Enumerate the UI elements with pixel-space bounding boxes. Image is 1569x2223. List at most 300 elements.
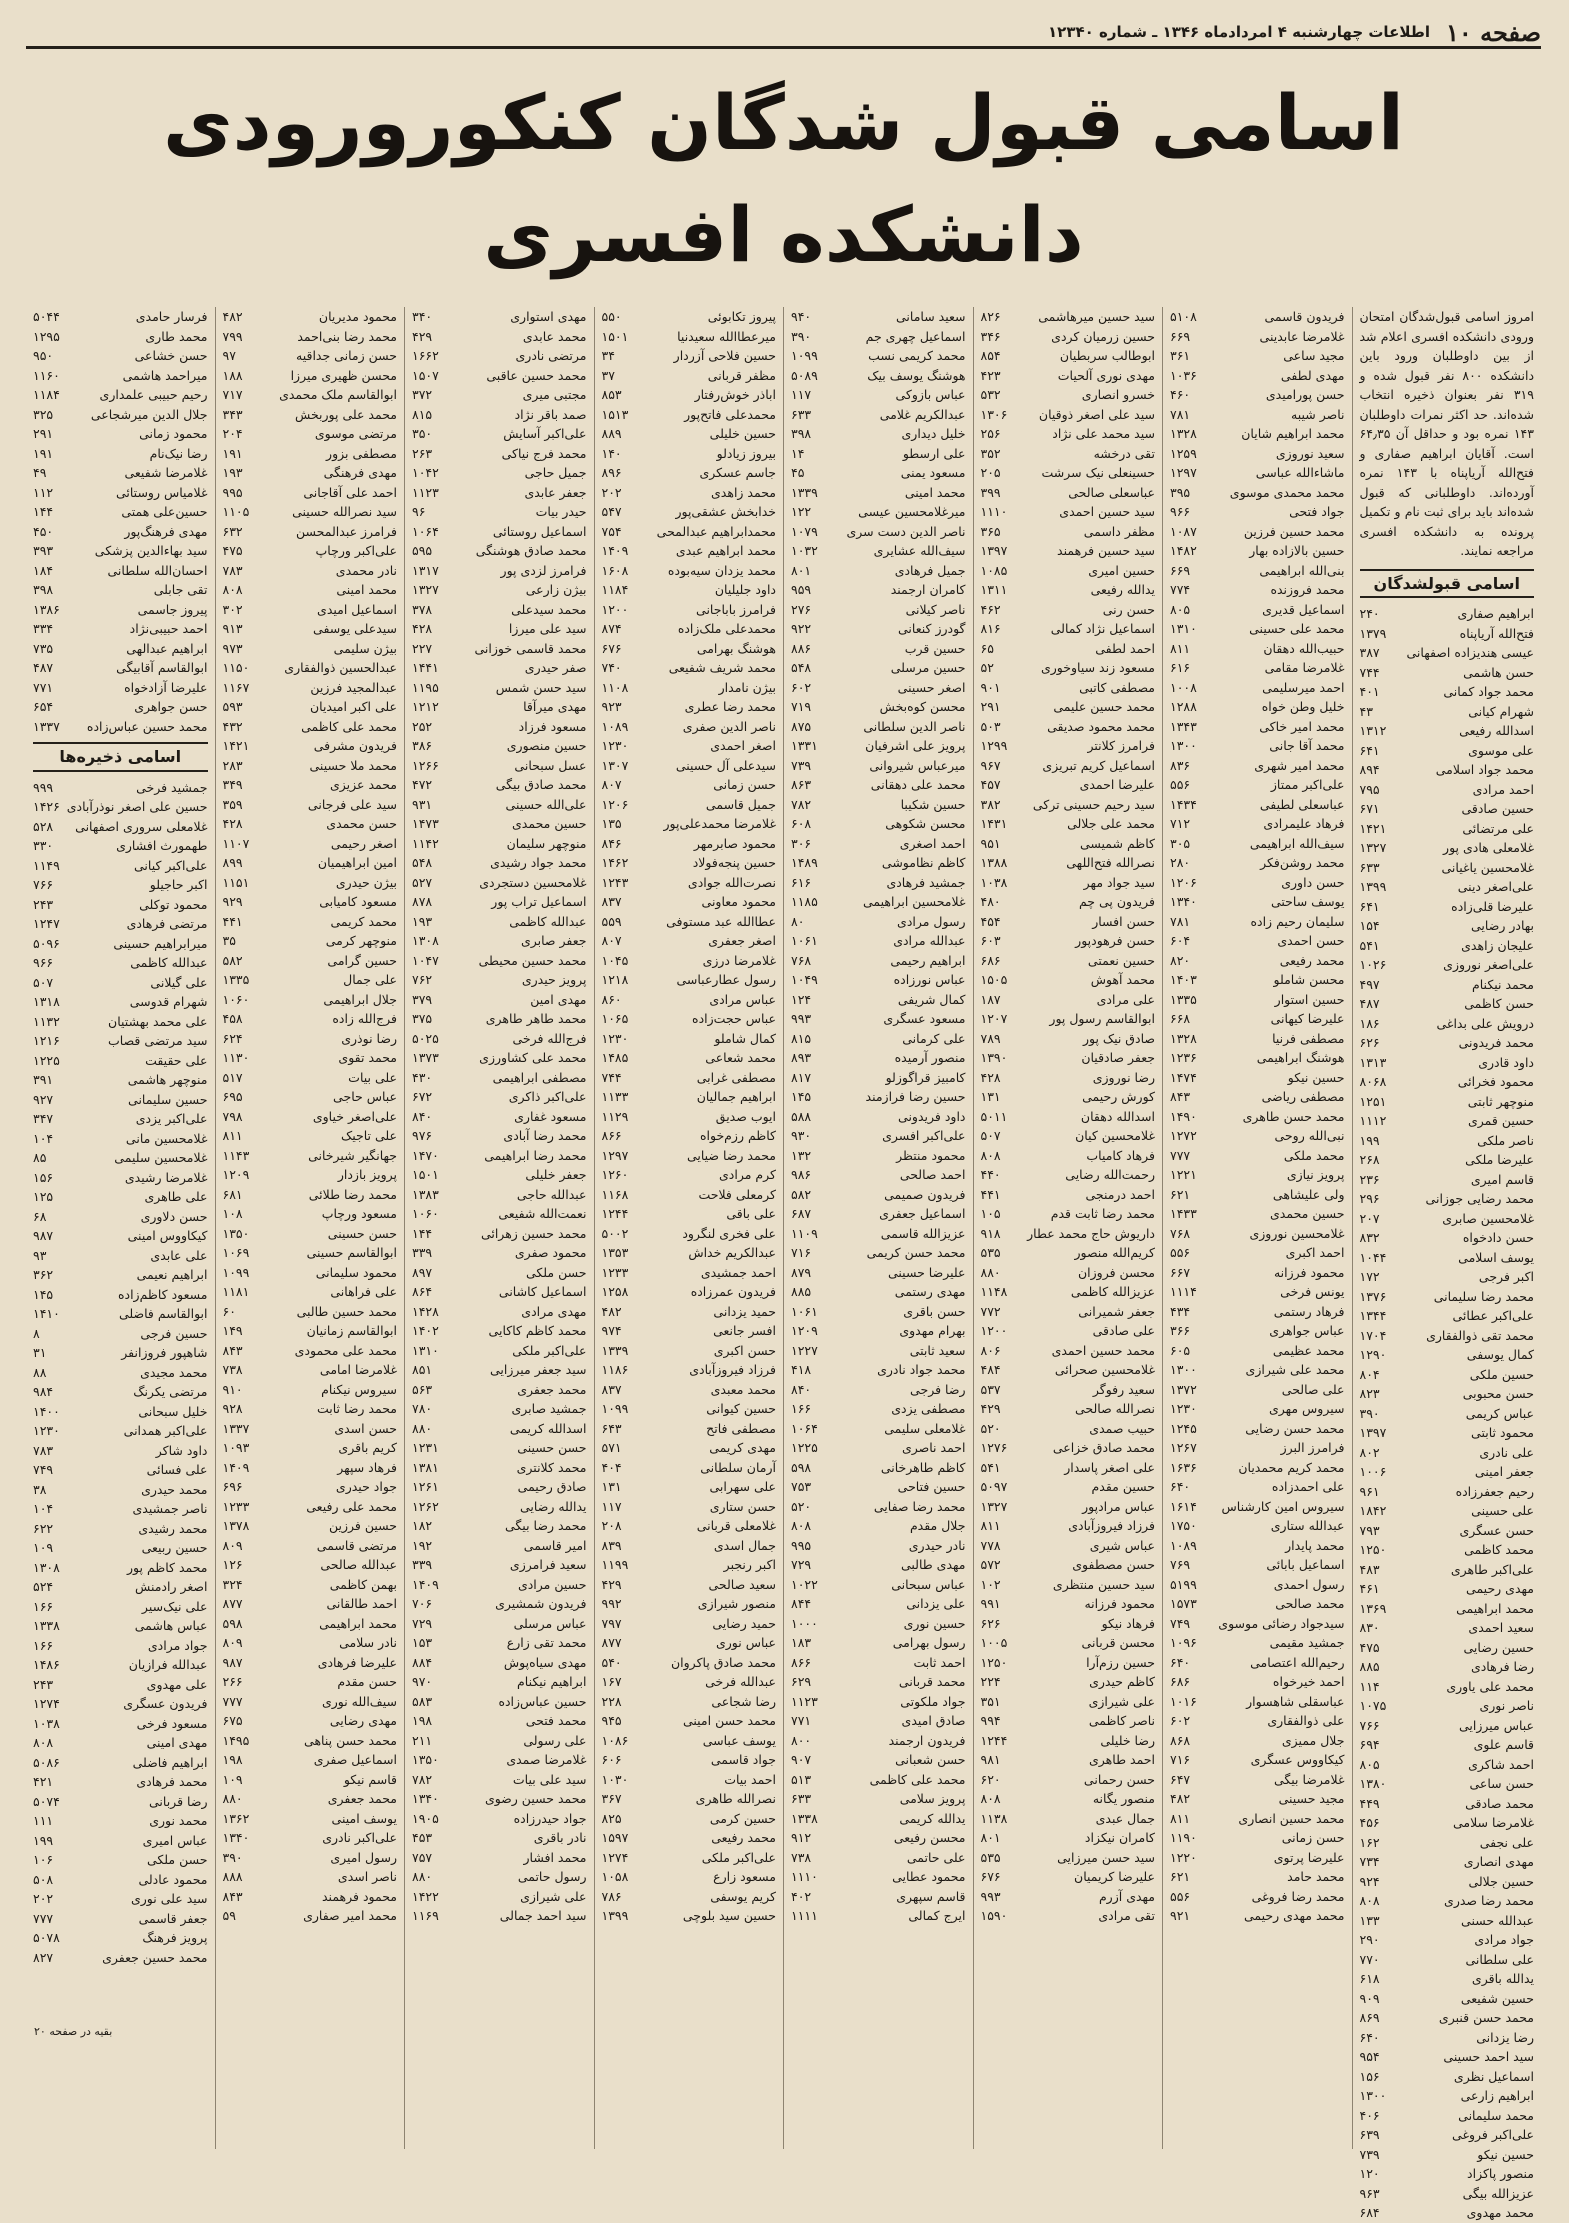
list-item <box>981 1906 1156 1926</box>
list-item <box>1360 1248 1535 1268</box>
candidate-number: ۱۲۷۶ <box>980 1440 1008 1455</box>
list-item <box>602 307 777 327</box>
list-item <box>1360 1404 1535 1424</box>
list-item <box>33 875 208 895</box>
candidate-number: ۸۸۰ <box>412 1420 433 1436</box>
candidate-number: ۹۱۸ <box>980 1225 1001 1241</box>
candidate-number: ۹۲۹ <box>222 894 243 909</box>
candidate-name: اسماعیل چهری جم <box>865 328 966 344</box>
list-item <box>223 1204 398 1224</box>
list-item <box>33 600 208 620</box>
candidate-number: ۱۲۶ <box>222 1557 243 1572</box>
candidate-number: ۱۳۱۸ <box>33 994 60 1009</box>
candidate-number: ۶۸۶ <box>1170 1674 1191 1689</box>
candidate-name: پرویز سلامی <box>899 1791 966 1806</box>
list-item <box>791 1809 966 1829</box>
candidate-name: رسول عطارعباسی <box>676 972 776 987</box>
list-item <box>1170 814 1345 834</box>
candidate-name: میرعباس شیروانی <box>869 757 966 773</box>
candidate-number: ۸۸۴ <box>412 1654 433 1670</box>
list-item <box>412 873 587 893</box>
list-item <box>412 1477 587 1497</box>
candidate-number: ۸۷۵ <box>791 718 812 734</box>
candidate-name: مسعود زند سیاوخوری <box>1040 660 1155 675</box>
candidate-number: ۱۳۱۰ <box>412 1342 439 1358</box>
candidate-number: ۱۳۵۰ <box>222 1225 250 1241</box>
candidate-number: ۴۴۱ <box>222 913 243 929</box>
candidate-name: محمد کاظمی <box>1464 1542 1534 1557</box>
candidate-number: ۱۱۸۴ <box>601 582 629 597</box>
list-item <box>1170 483 1345 503</box>
candidate-name: حسین قرب <box>904 640 966 656</box>
candidate-name: سید علی فرجانی <box>307 796 397 812</box>
list-item <box>791 307 966 327</box>
candidate-number: ۳۴ <box>601 348 615 363</box>
list-item <box>223 775 398 795</box>
candidate-name: پیروز تکابوئی <box>707 309 776 324</box>
list-item <box>791 1731 966 1751</box>
candidate-name: حمید رضایی <box>712 1615 776 1631</box>
list-item <box>1360 1384 1535 1404</box>
list-item <box>602 1906 777 1926</box>
list-item <box>412 951 587 971</box>
list-item <box>223 1263 398 1283</box>
list-item <box>33 1441 208 1461</box>
intro-paragraph: امروز اسامی قبول‌شدگان امتحان ورودی دانشکده افسری اعلام شد از بین داوطلبان ورود باین دانشکده ۸۰۰ نفر قبول شده و ۳۱۹ نفر بعنوان ذخیره انتخاب شده‌اند. حد اکثر نمرات داوطلبان ۱۴۳ نمره بود و حداقل آن ۶۴٫۳۵ است. آقایان ابراهیم صفاری و فتح‌الله آریاپناه با ۱۴۳ نمره آورده‌اند. داوطلبانی که قبول شده‌اند باید برای ثبت نام و تکمیل پرونده به دانشکده افسری مراجعه نمایند. <box>1359 309 1535 558</box>
list-item <box>1360 1813 1535 1833</box>
candidate-name: بیژن حیدری <box>335 874 397 890</box>
list-item <box>223 1594 398 1614</box>
list-item <box>33 1324 208 1344</box>
candidate-number: ۴۸۲ <box>601 1303 622 1319</box>
candidate-name: محمد حسن پناهی <box>304 1732 397 1748</box>
list-item <box>602 756 777 776</box>
candidate-number: ۲۴۳ <box>33 896 54 912</box>
list-item <box>33 1499 208 1519</box>
candidate-name: رضا فرهادی <box>1470 1659 1534 1674</box>
list-item <box>412 327 587 347</box>
candidate-name: علیرضا حسینی <box>887 1264 966 1280</box>
candidate-name: محمد امینی <box>336 582 397 597</box>
candidate-number: ۴۴۰ <box>980 1167 1001 1182</box>
candidate-number: ۹۹۳ <box>980 1888 1001 1904</box>
list-item <box>412 1419 587 1439</box>
candidate-number: ۱۲۰۷ <box>980 1011 1008 1026</box>
candidate-name: رضا نیک‌نام <box>149 445 208 461</box>
candidate-number: ۱۲۷۲ <box>1170 1128 1197 1143</box>
candidate-name: ولی علیشاهی <box>1272 1186 1345 1202</box>
candidate-number: ۳۶۷ <box>601 1791 622 1806</box>
list-item <box>223 1068 398 1088</box>
list-item <box>791 463 966 483</box>
candidate-name: علی یزدانی <box>906 1596 966 1611</box>
list-item <box>791 502 966 522</box>
list-item <box>602 1477 777 1497</box>
candidate-name: هوشنگ یوسف بیک <box>867 367 966 383</box>
list-item <box>602 522 777 542</box>
candidate-name: محمد طاری <box>145 328 208 344</box>
list-item <box>791 1009 966 1029</box>
candidate-number: ۴۳۴ <box>1170 1303 1191 1319</box>
list-item <box>223 1087 398 1107</box>
candidate-name: مسعود فرخی <box>136 1715 208 1731</box>
candidate-name: عباس مرسلی <box>513 1615 587 1631</box>
candidate-name: کیکاووس امینی <box>127 1228 208 1243</box>
candidate-number: ۱۱۱۰ <box>791 1869 818 1884</box>
candidate-number: ۵۴۱ <box>1359 937 1380 953</box>
candidate-number: ۴۲۸ <box>222 816 243 831</box>
candidate-name: حسین استوار <box>1274 991 1345 1007</box>
candidate-number: ۵۴۰ <box>601 1654 622 1670</box>
candidate-name: میراحمد هاشمی <box>122 367 208 383</box>
candidate-name: منصور یگانه <box>1092 1791 1155 1806</box>
candidate-number: ۱۰۳۰ <box>601 1771 629 1787</box>
list-item <box>791 1477 966 1497</box>
candidate-number: ۱۲۶۱ <box>412 1479 439 1494</box>
list-item <box>791 990 966 1010</box>
list-item <box>1360 2125 1535 2145</box>
candidate-name: حسین فرزین <box>328 1518 397 1533</box>
list-item <box>602 1575 777 1595</box>
candidate-name: حسن احمدی <box>1277 933 1345 948</box>
candidate-name: مهدی نوری آلحیات <box>1057 367 1155 383</box>
list-item <box>981 1555 1156 1575</box>
candidate-number: ۸۸۰ <box>980 1264 1001 1280</box>
candidate-number: ۶۴۰ <box>1170 1479 1191 1494</box>
list-item <box>1360 1423 1535 1443</box>
candidate-name: عباس امیری <box>142 1832 208 1848</box>
candidate-name: یدالله رضایی <box>520 1498 587 1514</box>
candidate-name: محمد پایدار <box>1285 1537 1345 1553</box>
candidate-name: سید مرتضی قصاب <box>108 1033 208 1048</box>
list-item <box>223 1887 398 1907</box>
candidate-name: عبدالله حسنی <box>1461 1912 1534 1928</box>
candidate-name: محمد حسین انصاری <box>1238 1810 1345 1826</box>
list-item <box>981 327 1156 347</box>
candidate-number: ۱۱۲۹ <box>601 1108 629 1124</box>
candidate-number: ۱۰۲ <box>980 1576 1001 1592</box>
candidate-number: ۶۸۷ <box>791 1206 812 1221</box>
candidate-name: فرهاد نیکو <box>1101 1615 1155 1631</box>
candidate-name: محمد شعاعی <box>705 1050 776 1065</box>
candidate-number: ۱۲۴۵ <box>1170 1420 1197 1436</box>
candidate-name: حسین مرادی <box>517 1576 587 1592</box>
list-item <box>1360 2203 1535 2223</box>
list-item <box>33 1519 208 1539</box>
candidate-number: ۱۴۴ <box>33 504 54 519</box>
candidate-number: ۳۳۴ <box>33 621 54 636</box>
candidate-name: درویش علی بداغی <box>1436 1015 1534 1031</box>
candidate-number: ۵۷۱ <box>601 1440 622 1455</box>
candidate-number: ۹۵۹ <box>791 582 812 597</box>
candidate-number: ۱۰۰۶ <box>1359 1464 1387 1479</box>
candidate-number: ۱۹۸ <box>222 1752 243 1767</box>
list-item <box>791 1302 966 1322</box>
candidate-name: محمد صادق هوشنگی <box>475 543 587 558</box>
candidate-number: ۹۸۴ <box>33 1384 54 1399</box>
candidate-number: ۲۳۶ <box>1359 1171 1380 1187</box>
candidate-name: مرتضی قاسمی <box>316 1537 397 1553</box>
list-item <box>1170 1594 1345 1614</box>
list-item <box>412 1750 587 1770</box>
candidate-number: ۱۲۲۵ <box>33 1052 60 1068</box>
candidate-number: ۶۷۶ <box>980 1869 1001 1884</box>
list-item <box>602 619 777 639</box>
column-4 <box>783 307 973 2149</box>
candidate-name: جعفر امینی <box>1474 1464 1534 1479</box>
candidate-name: محمد قربانی <box>898 1674 966 1689</box>
candidate-number: ۱۲۰۹ <box>791 1323 818 1338</box>
candidate-number: ۳۵۱ <box>980 1693 1001 1709</box>
candidate-name: رسول احمدی <box>1273 1576 1345 1592</box>
candidate-number: ۷۸۱ <box>1170 406 1191 422</box>
list-item <box>981 1809 1156 1829</box>
list-item <box>981 405 1156 425</box>
list-item <box>791 1867 966 1887</box>
candidate-name: جلال ممیزی <box>1281 1732 1345 1748</box>
candidate-number: ۱۵۰۱ <box>412 1167 439 1182</box>
candidate-number: ۵۵۶ <box>1170 777 1191 792</box>
candidate-name: یوسف ساحتی <box>1270 894 1345 909</box>
list-item <box>1360 1092 1535 1112</box>
candidate-name: غلامرضا مقامی <box>1264 660 1345 675</box>
candidate-number: ۸۰۹ <box>222 1635 243 1650</box>
candidate-name: محمد جواد رشیدی <box>490 855 587 870</box>
list-item <box>1170 619 1345 639</box>
candidate-number: ۹۶۱ <box>1359 1483 1380 1499</box>
candidate-name: محمود زمانی <box>139 426 208 441</box>
list-item <box>981 1068 1156 1088</box>
candidate-number: ۱۲۹۵ <box>33 328 60 344</box>
list-item <box>791 1750 966 1770</box>
candidate-name: فتح‌الله آریاپناه <box>1459 625 1534 641</box>
candidate-number: ۷۴۰ <box>601 660 622 675</box>
candidate-number: ۸۰۶۸ <box>1359 1074 1387 1089</box>
candidate-number: ۱۴۷۳ <box>412 816 439 831</box>
candidate-name: رحیم حبیبی علمداری <box>99 387 208 402</box>
list-item <box>981 1653 1156 1673</box>
candidate-number: ۸۱۵ <box>412 406 433 422</box>
candidate-name: محمد فرج نیاکی <box>501 445 587 461</box>
list-item <box>981 1419 1156 1439</box>
candidate-name: حسن شعبانی <box>895 1752 966 1767</box>
list-item <box>223 990 398 1010</box>
candidate-name: محسن شاملو <box>1273 972 1345 987</box>
candidate-number: ۱۴۴ <box>412 1225 433 1241</box>
candidate-number: ۹۳ <box>33 1247 47 1263</box>
candidate-name: جهانگیر شیرخانی <box>308 1147 397 1163</box>
candidate-name: سید حسن شمس <box>495 679 587 695</box>
list-item <box>981 1185 1156 1205</box>
list-item <box>602 990 777 1010</box>
list-item <box>791 1594 966 1614</box>
list-item <box>602 1458 777 1478</box>
list-item <box>1170 502 1345 522</box>
list-item <box>981 814 1156 834</box>
candidate-number: ۱۵۹۷ <box>601 1830 629 1845</box>
candidate-name: کرم مرادی <box>719 1167 776 1182</box>
candidate-name: غلامحسین دستجردی <box>479 874 587 890</box>
candidate-number: ۶۵۴ <box>33 699 54 714</box>
list-item <box>223 736 398 756</box>
candidate-number: ۱۱۱ <box>33 1813 54 1828</box>
candidate-number: ۴۲۳ <box>980 367 1001 383</box>
candidate-name: مظفر قربانی <box>707 367 776 383</box>
candidate-name: محمد فریدونی <box>1458 1035 1534 1050</box>
candidate-name: محمد حسن کریمی <box>866 1245 966 1260</box>
candidate-number: ۹۲۲ <box>791 621 812 636</box>
list-item <box>1360 1618 1535 1638</box>
list-item <box>602 405 777 425</box>
list-item <box>412 678 587 698</box>
candidate-number: ۱۵۹۰ <box>980 1908 1008 1923</box>
list-item <box>791 619 966 639</box>
candidate-name: علی‌اکبر کیانی <box>133 857 208 873</box>
list-item <box>1360 936 1535 956</box>
candidate-number: ۸۶۳ <box>791 777 812 792</box>
candidate-number: ۷۵۷ <box>412 1849 433 1865</box>
candidate-name: نادر محمدی <box>335 562 397 578</box>
candidate-name: محمد رضا ابراهیمی <box>484 1147 587 1163</box>
candidate-name: داود شاکر <box>155 1442 208 1458</box>
candidate-number: ۹۵۱ <box>980 835 1001 851</box>
candidate-name: علی ارسطو <box>902 445 966 461</box>
candidate-name: مهدی لطفی <box>1280 367 1345 383</box>
candidate-number: ۱۱۴ <box>1359 1678 1380 1694</box>
candidate-name: مظفر داسمی <box>1083 523 1155 539</box>
issue-dateline: اطلاعات چهارشنبه ۴ امردادماه ۱۳۴۶ ـ شماره ۱۲۳۴۰ <box>1048 23 1430 41</box>
list-item <box>791 1263 966 1283</box>
list-item <box>602 775 777 795</box>
candidate-name: فریدون ارجمند <box>888 1732 966 1748</box>
list-item <box>602 561 777 581</box>
list-item <box>412 1497 587 1517</box>
list-item <box>223 1536 398 1556</box>
list-item <box>33 1909 208 1929</box>
candidate-number: ۹۸۶ <box>791 1167 812 1182</box>
candidate-number: ۱۳۲۷ <box>980 1498 1008 1514</box>
list-item <box>602 1438 777 1458</box>
candidate-number: ۱۳۷۳ <box>412 1050 439 1065</box>
list-item <box>412 1341 587 1361</box>
candidate-name: گودرز کنعانی <box>898 621 966 636</box>
candidate-number: ۵۱۷ <box>222 1069 243 1085</box>
candidate-number: ۱۱۱۲ <box>1359 1113 1387 1128</box>
candidate-name: محمد علی حسینی <box>1249 621 1345 636</box>
candidate-name: مهدی میرآقا <box>523 699 587 714</box>
name-list <box>1170 307 1345 1926</box>
candidate-number: ۱۵۱۳ <box>601 406 629 422</box>
candidate-number: ۵۰۸ <box>33 1871 54 1887</box>
candidate-number: ۱۳۷۹ <box>1359 625 1387 641</box>
candidate-number: ۱۳۳۷ <box>33 718 60 734</box>
list-item <box>1360 1033 1535 1053</box>
list-item <box>1170 1360 1345 1380</box>
list-item <box>1170 463 1345 483</box>
candidate-number: ۱۴۲۲ <box>412 1888 439 1904</box>
candidate-number: ۱۲۰۰ <box>980 1323 1008 1338</box>
list-item <box>33 1168 208 1188</box>
candidate-number: ۵۳۵ <box>980 1849 1001 1865</box>
candidate-name: کریم باقری <box>338 1440 397 1455</box>
candidate-name: محمد رضا ثابت <box>317 1401 397 1416</box>
list-item <box>981 541 1156 561</box>
candidate-number: ۱۲۴۷ <box>33 916 60 931</box>
list-item <box>33 856 208 876</box>
candidate-name: محمد جواد اسلامی <box>1435 762 1534 777</box>
candidate-name: داریوش حاج محمد عطار <box>1027 1225 1155 1241</box>
list-item <box>602 717 777 737</box>
list-item <box>1360 975 1535 995</box>
candidate-number: ۹۶۶ <box>1170 504 1191 519</box>
candidate-number: ۱۰۱۶ <box>1170 1693 1197 1709</box>
candidate-number: ۱۳۲۷ <box>412 582 439 597</box>
list-item <box>412 931 587 951</box>
candidate-name: ناصر کاظمی <box>1088 1713 1155 1728</box>
list-item <box>1170 736 1345 756</box>
candidate-name: محمد شریف شفیعی <box>668 660 776 675</box>
list-item <box>1170 346 1345 366</box>
continued-note: بقیه در صفحه ۲۰ <box>34 2025 113 2038</box>
list-item <box>1170 1458 1345 1478</box>
candidate-number: ۸۸۰ <box>222 1791 243 1806</box>
candidate-name: افسر جانعی <box>713 1323 776 1338</box>
list-item <box>602 834 777 854</box>
candidate-name: محمد علی کشاورزی <box>479 1050 587 1065</box>
candidate-number: ۱۲۶۲ <box>412 1498 439 1514</box>
candidate-number: ۷۳۹ <box>791 757 812 773</box>
list-item <box>1360 1521 1535 1541</box>
candidate-number: ۱۸۲ <box>412 1518 433 1533</box>
list-item <box>602 1887 777 1907</box>
candidate-number: ۳۴۳ <box>222 406 243 422</box>
candidate-name: محمد کریم محمدیان <box>1238 1459 1345 1475</box>
list-item <box>1170 1048 1345 1068</box>
candidate-name: محمد حسین فرزین <box>1243 523 1345 539</box>
list-item <box>1170 1165 1345 1185</box>
list-item <box>223 1302 398 1322</box>
candidate-number: ۱۴۲۸ <box>412 1303 439 1319</box>
list-item <box>981 1633 1156 1653</box>
candidate-number: ۹۴۰ <box>791 309 812 324</box>
candidate-name: جعفر صادقیان <box>1081 1050 1155 1065</box>
list-item <box>791 1068 966 1088</box>
list-item <box>1360 1774 1535 1794</box>
candidate-name: منوچهر سلیمان <box>506 835 587 851</box>
list-item <box>1360 858 1535 878</box>
list-item <box>223 1380 398 1400</box>
list-item <box>1170 1575 1345 1595</box>
candidate-number: ۲۰۲ <box>601 484 622 500</box>
candidate-number: ۷۷۲ <box>980 1303 1001 1319</box>
candidate-name: حسن عسگری <box>1459 1522 1534 1538</box>
list-item <box>223 463 398 483</box>
candidate-number: ۴۶۲ <box>980 601 1001 617</box>
candidate-name: پرویز نیازی <box>1286 1167 1345 1182</box>
list-item <box>412 1555 587 1575</box>
candidate-number: ۱۶۲ <box>1359 1834 1380 1850</box>
column-1 <box>1352 307 1542 2220</box>
candidate-name: فرهاد کامیاب <box>1086 1147 1155 1163</box>
candidate-name: حسن زمانی <box>713 777 776 792</box>
candidate-name: ناصر شیبه <box>1291 406 1345 422</box>
candidate-number: ۸۹۴ <box>1359 762 1380 777</box>
candidate-name: حسین کرمی <box>709 1810 776 1826</box>
candidate-name: میرعطاالله سعیدنیا <box>677 328 776 344</box>
candidate-number: ۶۲۴ <box>222 1030 243 1046</box>
candidate-number: ۱۲۵۰ <box>1359 1542 1387 1557</box>
candidate-number: ۵۰۷۸ <box>33 1930 60 1945</box>
